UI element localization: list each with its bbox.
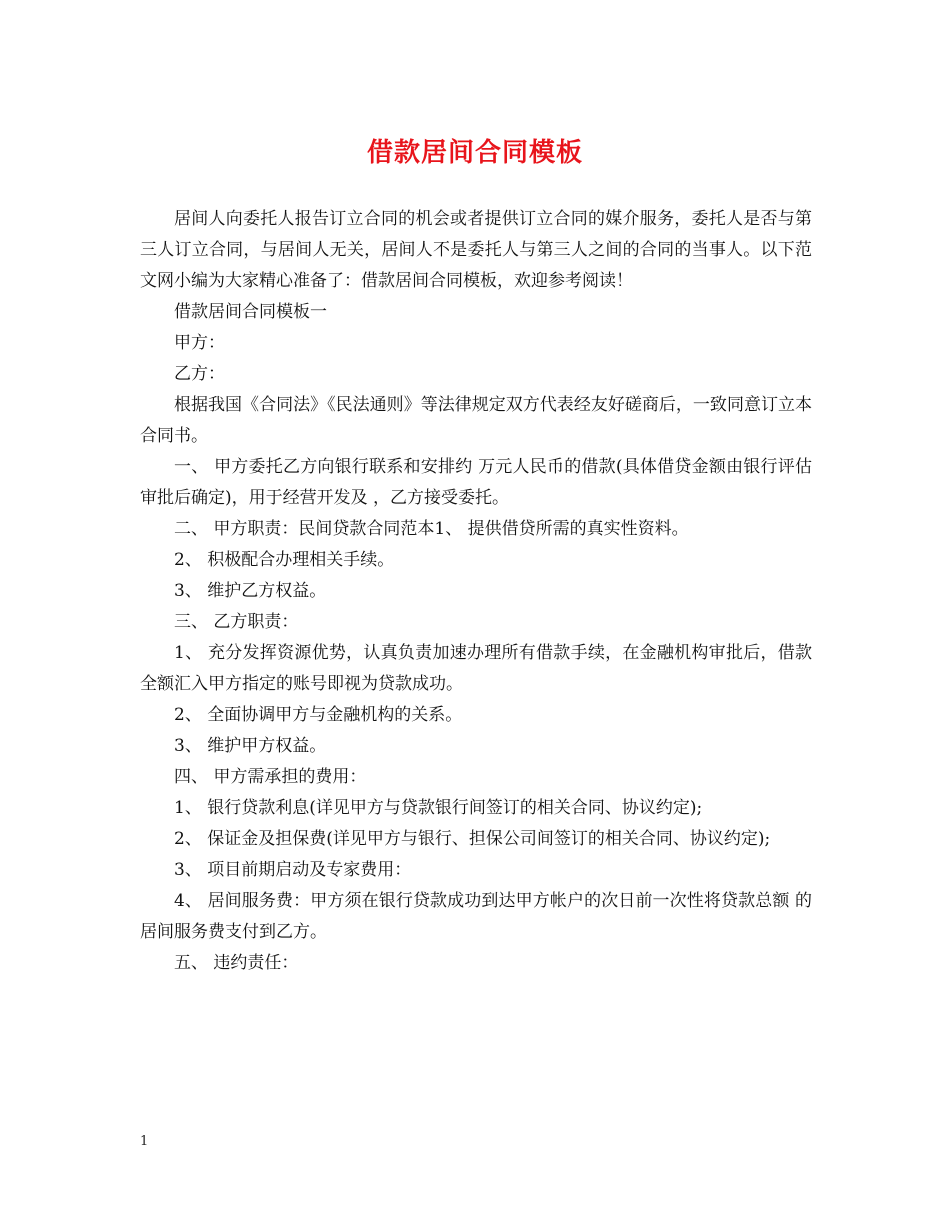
paragraph-clause-2-item-2: 2、 积极配合办理相关手续。 — [174, 550, 395, 570]
paragraph-party-b: 乙方： — [174, 364, 225, 384]
paragraph-clause-4-item-4: 4、 居间服务费：甲方须在银行贷款成功到达甲方帐户的次日前一次性将贷款总额 的居间服务费支付到乙方。 — [140, 891, 812, 942]
paragraph-template-heading: 借款居间合同模板一 — [174, 302, 327, 322]
paragraph-clause-3-item-3: 3、 维护甲方权益。 — [174, 736, 327, 756]
paragraph-clause-4-item-2: 2、 保证金及担保费(详见甲方与银行、担保公司间签订的相关合同、协议约定); — [174, 829, 771, 849]
paragraph-preamble: 根据我国《合同法》《民法通则》等法律规定双方代表经友好磋商后，一致同意订立本合同书。 — [140, 395, 812, 446]
paragraph-clause-5: 五、 违约责任： — [174, 953, 299, 973]
paragraph-clause-2-item-3: 3、 维护乙方权益。 — [174, 581, 327, 601]
paragraph-clause-3-item-1: 1、 充分发挥资源优势，认真负责加速办理所有借款手续，在金融机构审批后，借款全额汇入甲方指定的账号即视为贷款成功。 — [140, 643, 812, 694]
paragraph-clause-4-item-3: 3、 项目前期启动及专家费用： — [174, 860, 412, 880]
document-body — [140, 204, 812, 979]
document-title: 借款居间合同模板 — [366, 138, 583, 168]
paragraph-clause-3: 三、 乙方职责： — [174, 612, 299, 632]
paragraph-clause-4: 四、 甲方需承担的费用： — [174, 767, 367, 787]
paragraph-party-a: 甲方： — [174, 333, 225, 353]
paragraph-clause-1: 一、 甲方委托乙方向银行联系和安排约 万元人民币的借款(具体借贷金额由银行评估审批后确定)，用于经营开发及 ，乙方接受委托。 — [140, 457, 812, 508]
paragraph-intro: 居间人向委托人报告订立合同的机会或者提供订立合同的媒介服务，委托人是否与第三人订立合同，与居间人无关，居间人不是委托人与第三人之间的合同的当事人。以下范文网小编为大家精心准备了：借款居间合同模板，欢迎参考阅读！ — [140, 209, 812, 291]
paragraph-clause-2: 二、 甲方职责：民间贷款合同范本1、 提供借贷所需的真实性资料。 — [174, 519, 689, 539]
page-number: 1 — [140, 1134, 149, 1149]
paragraph-clause-4-item-1: 1、 银行贷款利息(详见甲方与贷款银行间签订的相关合同、协议约定); — [174, 798, 703, 818]
paragraph-clause-3-item-2: 2、 全面协调甲方与金融机构的关系。 — [174, 705, 463, 725]
